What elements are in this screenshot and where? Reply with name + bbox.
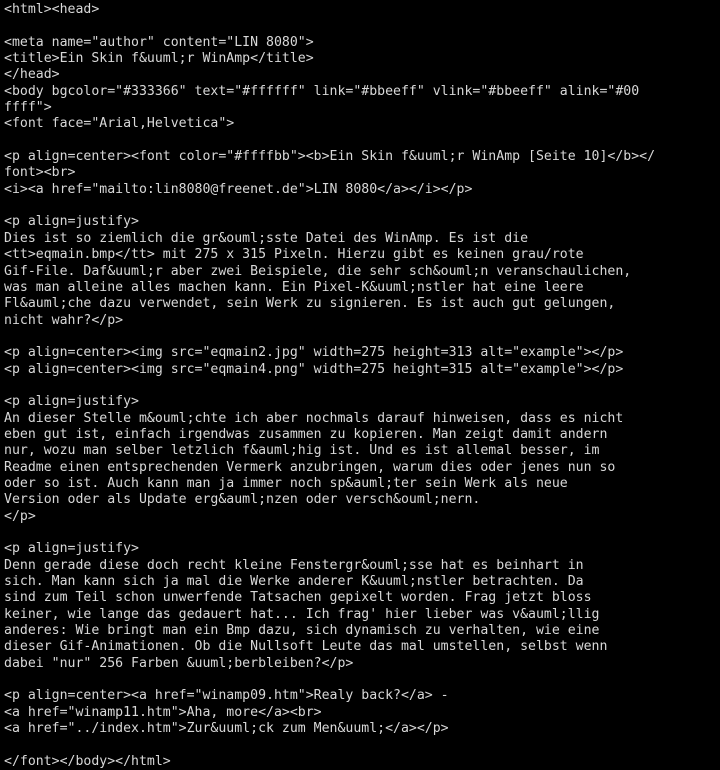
source-line: Denn gerade diese doch recht kleine Fenstergr&ouml;sse hat es beinhart in (4, 557, 584, 573)
source-line: Gif-File. Daf&uuml;r aber zwei Beispiele, die sehr sch&ouml;n veranschaulichen, (4, 263, 632, 279)
source-line: Dies ist so ziemlich die gr&ouml;sste Datei des WinAmp. Es ist die (4, 230, 529, 246)
source-line: dabei "nur" 256 Farben &uuml;berbleiben?</p> (4, 655, 354, 671)
source-line: An dieser Stelle m&ouml;chte ich aber nochmals darauf hinweisen, dass es nicht (4, 410, 624, 426)
source-line: <a href="../index.htm">Zur&uuml;ck zum Men&uuml;</a></p> (4, 721, 449, 737)
source-line: Version oder als Update erg&auml;nzen oder versch&ouml;nern. (4, 492, 481, 508)
source-line: <font face="Arial,Helvetica"> (4, 116, 235, 132)
source-line: <meta name="author" content="LIN 8080"> (4, 34, 314, 50)
source-line: <p align=center><a href="winamp09.htm">Realy back?</a> - (4, 688, 449, 704)
source-line: <a href="winamp11.htm">Aha, more</a><br> (4, 704, 322, 720)
source-line: oder so ist. Auch kann man ja immer noch sp&auml;ter sein Werk als neue (4, 475, 568, 491)
source-line: <i><a href="mailto:lin8080@freenet.de">LIN 8080</a></i></p> (4, 181, 473, 197)
source-line (4, 198, 716, 214)
source-line: Fl&auml;che dazu verwendet, sein Werk zu signieren. Es ist auch gut gelungen, (4, 296, 616, 312)
source-line: eben gut ist, einfach irgendwas zusammen zu kopieren. Man zeigt damit andern (4, 426, 608, 442)
source-line: sind zum Teil schon unwerfende Tatsachen gepixelt worden. Frag jetzt bloss (4, 590, 592, 606)
source-line: was man alleine alles machen kann. Ein Pixel-K&uuml;nstler hat eine leere (4, 279, 584, 295)
source-line (4, 378, 716, 394)
source-line: sich. Man kann sich ja mal die Werke anderer K&uuml;nstler betrachten. Da (4, 574, 584, 590)
source-line (4, 672, 716, 688)
source-line: <p align=center><font color="#ffffbb"><b>Ein Skin f&uuml;r WinAmp [Seite 10]</b></ (4, 149, 656, 165)
source-line: ffff"> (4, 100, 52, 116)
source-line: <p align=justify> (4, 541, 139, 557)
source-line: <p align=justify> (4, 394, 139, 410)
source-line: keiner, wie lange das gedauert hat... Ich frag' hier lieber was v&auml;llig (4, 606, 600, 622)
source-line: <p align=center><img src="eqmain2.jpg" width=275 height=313 alt="example"></p> (4, 345, 624, 361)
source-line (4, 18, 716, 34)
source-line: Readme einen entsprechenden Vermerk anzubringen, warum dies oder jenes nun so (4, 459, 616, 475)
source-line (4, 133, 716, 149)
source-line: <p align=center><img src="eqmain4.png" width=275 height=315 alt="example"></p> (4, 361, 624, 377)
source-line: font><br> (4, 165, 76, 181)
source-line: dieser Gif-Animationen. Ob die Nullsoft Leute das mal umstellen, selbst wenn (4, 639, 608, 655)
source-line: </font></body></html> (4, 753, 171, 769)
source-line: <title>Ein Skin f&uuml;r WinAmp</title> (4, 51, 314, 67)
source-line: </head> (4, 67, 60, 83)
source-line: <html><head> (4, 2, 100, 17)
source-line (4, 737, 716, 753)
source-line: <body bgcolor="#333366" text="#ffffff" link="#bbeeff" vlink="#bbeeff" alink="#00 (4, 83, 640, 99)
source-line (4, 329, 716, 345)
source-line: anderes: Wie bringt man ein Bmp dazu, sich dynamisch zu verhalten, wie eine (4, 623, 600, 639)
source-line (4, 525, 716, 541)
source-line: <tt>eqmain.bmp</tt> mit 275 x 315 Pixeln. Hierzu gibt es keinen grau/rote (4, 247, 584, 263)
source-line: <p align=justify> (4, 214, 139, 230)
source-line: nicht wahr?</p> (4, 312, 124, 328)
source-line: nur, wozu man selber letzlich f&auml;hig ist. Und es ist allemal besser, im (4, 443, 600, 459)
source-line: </p> (4, 508, 36, 524)
